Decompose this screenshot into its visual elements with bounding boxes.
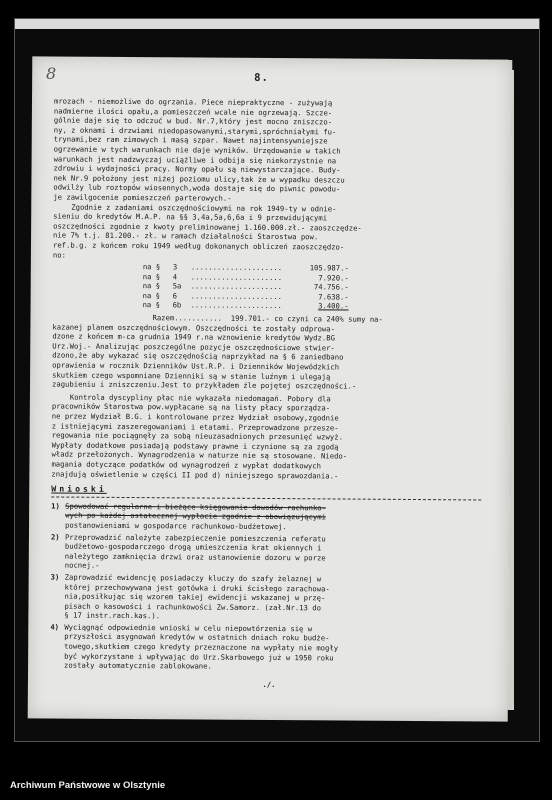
text-line: Urz.Woj.- Analizując poszczególne pozycje oszczędnościowe stwier-: [52, 341, 335, 353]
savings-prefix: na §: [142, 281, 161, 291]
savings-paragraph: 6: [172, 291, 178, 301]
text-line: pisach o kasowości i rachunkowości Zw.Samorz. (zał.Nr.13 do: [64, 601, 322, 613]
conclusions-heading: [51, 485, 489, 498]
paragraph-savings-cont: [53, 212, 491, 263]
conclusion-item: [51, 532, 489, 573]
text-line: ref.b.g. z końcem roku 1949 według dokonanych obliczeń zaoszczędzo-: [52, 240, 345, 252]
text-line: warunkach jest nadzwyczaj uciążliwe i odbija się niekorzystnie na: [53, 154, 337, 166]
conclusions-list: [50, 501, 489, 673]
text-line: sieniu do kredytów M.A.P. na §§ 3,4a,5a,6,6a i 9 przewidującymi: [53, 211, 328, 223]
text-line: należytego zamknięcia drzwi oraz ustanowienie dozoru w porze: [64, 551, 326, 563]
handwritten-page-number: 8: [46, 64, 57, 83]
text-line: zagubieniu i zniszczeniu.Jest to przykładem źle pojętej oszczędności.-: [51, 379, 357, 391]
paragraph-payroll: [51, 392, 490, 481]
savings-dots: .....................: [190, 272, 283, 282]
text-line: postanowieniami w gospodarce rachunkowo-budżetowej.: [65, 520, 287, 532]
text-line: Wypłaty dodatkowe posiadają podstawy prawne i czynione są za zgodą: [51, 440, 339, 452]
document-page: [28, 56, 513, 721]
savings-table: [53, 262, 491, 313]
text-line: je zawilgocenie pomieszczeń parterowych.-: [53, 192, 232, 203]
text-line: przyszłości asygnowań kredytów w ostatnich dniach roku budże-: [64, 632, 330, 643]
document-body: [50, 96, 492, 690]
savings-value: 7.920.-: [318, 273, 349, 283]
text-line: nocnej.-: [64, 560, 100, 571]
text-line: kazanej planem oszczędnościowym. Oszczędności te zostały odprowa-: [52, 322, 336, 334]
text-line: ny, z oknami i drzwiami niedopasowanymi,starymi,spróchniałymi fu-: [53, 125, 337, 137]
text-line: gólnie daje się to odczuć w bud. Nr.7,który jest mocno zniszczo-: [53, 115, 333, 127]
savings-row: [143, 301, 491, 313]
archive-label: Archiwum Państwowe w Olsztynie: [10, 780, 166, 791]
text-line: ne przez Wydział B.G. i kontrolowane przez Wydział osobowy,zgodnie: [51, 411, 339, 423]
savings-prefix: na §: [142, 262, 161, 272]
text-line: oprawienia w rocznik Dzienników Ust.R.P. i Dzienników Wojewódzkich: [52, 360, 340, 372]
savings-paragraph: 3: [172, 262, 178, 272]
conclusion-item: [50, 622, 488, 673]
text-line: Wyciągnąć odpowiednie wnioski w celu niepowtórzenia się w: [64, 622, 313, 634]
savings-paragraph: 4: [172, 272, 178, 282]
text-line: Zgodnie z zadaniami oszczędnościowymi na rok 1949-ty w odnie-: [71, 202, 337, 213]
savings-paragraph: 5a: [172, 281, 182, 291]
item-number: 3): [50, 572, 60, 582]
text-line: budżetowo-gospodarczego drogą umieszczenia krat okiennych i: [64, 541, 322, 553]
text-line: Spowodować regularne i bieżące księgowanie dowodów rachunko-: [65, 501, 327, 513]
text-line: nadmierne ilości opału,a pomieszczeń wcale nie ogrzewają. Szcze-: [53, 106, 333, 118]
savings-prefix: na §: [142, 271, 161, 281]
text-line: mrozach - niemożliwe do ogrzania. Piece niepraktyczne - zużywają: [53, 96, 333, 108]
dashed-rule: [51, 496, 481, 500]
photo-edge: [15, 19, 539, 29]
savings-value: 7.638.-: [318, 292, 349, 302]
savings-prefix: na §: [142, 300, 161, 310]
savings-value: 3.400.-: [318, 301, 349, 312]
document-end-mark: ./.: [262, 679, 276, 689]
razem-line: Razem........... 199.701.- co czyni ca 240% sumy na-: [152, 313, 383, 324]
text-line: no:: [52, 249, 67, 260]
conclusion-item: [50, 572, 488, 623]
text-line: Kontrola dyscypliny płac nie wykazała niedomagań. Pobory dla: [69, 392, 331, 404]
item-number: 4): [50, 622, 60, 632]
paragraph-heating: [53, 96, 492, 205]
text-line: towego,skutkiem czego kredyty przeznaczone na wypłaty nie mogły: [64, 641, 339, 653]
savings-dots: .....................: [190, 291, 282, 301]
savings-dots: .....................: [190, 262, 283, 273]
item-number: 1): [51, 501, 60, 511]
text-line: z istniejącymi zaszeregowaniami i etatami. Przeprowadzone przesze-: [51, 421, 339, 433]
savings-prefix: na §: [142, 290, 161, 301]
text-line: magania dotyczące podatków od wynagrodzeń z wypłat dodatkowych: [51, 459, 322, 471]
savings-value: 74.756.-: [313, 282, 349, 292]
page-number: 8.: [254, 71, 269, 84]
text-line: zdrowiu i wydajności pracy. Normy opału są niewystarczające. Budy-: [53, 163, 341, 175]
savings-dots: .....................: [190, 281, 283, 292]
text-line: trynami,bez ram zimowych i masą szpar. Nawet najintensywniejsze: [53, 134, 328, 146]
text-line: znajdują oświetlenie w części II pod d) niniejszego sprawozdania.-: [51, 469, 339, 481]
text-line: Zaprowadzić ewidencję posiadaczy kluczy do szafy żelaznej w: [64, 572, 322, 584]
text-line: wych po każdej ostatecznej wypłacie zgodnie z obowiązującymi: [65, 510, 326, 522]
text-line: władz przełożonych. Wynagrodzenia w naturze nie są stosowane. Niedo-: [51, 449, 348, 461]
text-line: której przechowywana jest gotówka i druki ścisłego zarachowa-: [64, 582, 330, 593]
savings-paragraph: 6b: [172, 300, 182, 310]
text-line: nek Nr.9 położony jest niżej poziomu ulicy,tak że w wypadku deszczu: [53, 173, 345, 185]
paragraph-savings-result: [52, 322, 490, 392]
text-line: dzone z końcem m-ca grudnia 1949 r.na wznowienie kredytów Wydz.BG: [52, 331, 335, 343]
text-line: być wykorzystane i wpływając do Urz.Skarbowego już w 1950 roku: [64, 651, 334, 663]
text-line: nia,posiłkując się wzorem takiej ewidencji wskazanej w przę-: [64, 591, 326, 603]
item-number: 2): [50, 532, 60, 542]
text-line: § 17 instr.rach.kas.).: [64, 610, 161, 621]
text-line: zostały automatycznie zablokowane.: [64, 660, 212, 671]
savings-dots: .....................: [190, 300, 282, 311]
text-line: ogrzewanie w tych warunkach nie daje wyników. Urzędowanie w takich: [53, 144, 341, 156]
conclusion-item: [51, 501, 489, 533]
text-line: oszczędności zgodnie z kwoty preliminowanej 1.160.000.zł.- zaoszczędze-: [53, 221, 362, 233]
text-line: skutkiem czego wspomniane Dzienniki są w stanie luźnym i ulegają: [52, 370, 331, 382]
text-line: pracowników Starostwa pow.wypłacane są na listy płacy sporządza-: [51, 401, 331, 413]
text-line: dzono,że aby wykazać się oszczędnością naprzykład na § 6 zaniedbano: [52, 350, 344, 362]
text-line: Przeprowadzić należyte zabezpieczenie pomieszczenia referatu: [64, 532, 326, 543]
text-line: odwilży lub roztopów wiosennych,woda dostaje się do piwnic powodu-: [53, 182, 341, 194]
section-heading: Wnioski: [51, 483, 107, 495]
text-line: nie 7% t.j. 81.200.- zł. w ramach działalności Starostwa pow.: [53, 230, 319, 242]
text-line: regowania nie pociągnęły za sobą nieuzasadnionych przesunięć wzwyż.: [51, 430, 343, 442]
savings-value: 105.987.-: [309, 263, 349, 273]
